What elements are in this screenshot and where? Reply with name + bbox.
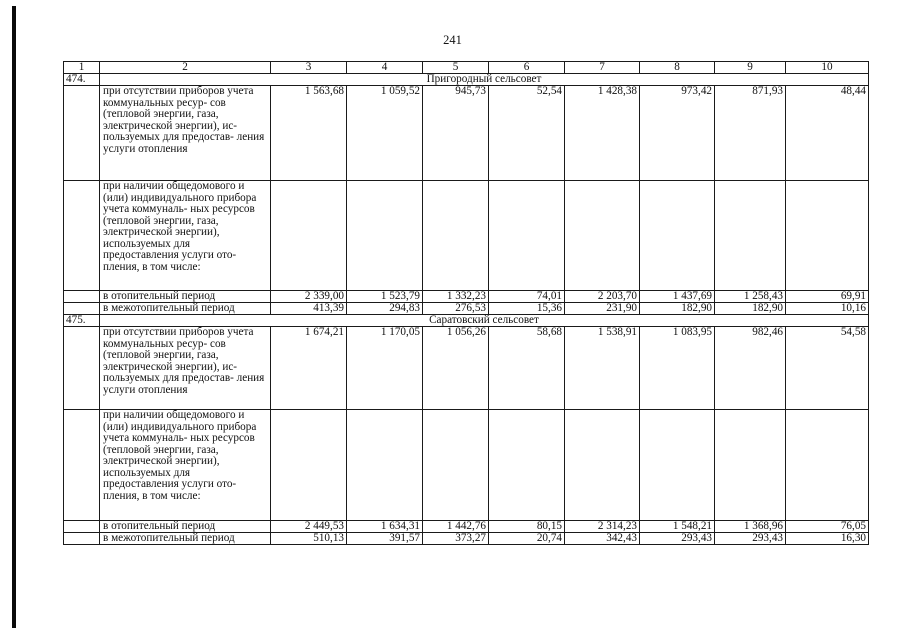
value-cell: 80,15 xyxy=(489,521,565,533)
column-header: 10 xyxy=(786,62,869,74)
column-header: 4 xyxy=(347,62,423,74)
value-cell: 982,46 xyxy=(715,327,786,410)
value-cell: 69,91 xyxy=(786,291,869,303)
value-cell xyxy=(423,410,489,521)
table-row xyxy=(64,181,869,291)
section-title: Пригородный сельсовет xyxy=(100,74,869,86)
section-index: 475. xyxy=(64,315,100,327)
column-header: 9 xyxy=(715,62,786,74)
value-cell: 10,16 xyxy=(786,303,869,315)
value-cell xyxy=(423,181,489,291)
binding-edge xyxy=(12,6,16,628)
page-number: 241 xyxy=(443,33,462,47)
value-cell: 182,90 xyxy=(640,303,715,315)
table-row xyxy=(64,410,869,521)
section-index: 474. xyxy=(64,74,100,86)
value-cell: 1 442,76 xyxy=(423,521,489,533)
row-description: при отсутствии приборов учета коммунальных ресур- сов (тепловой энергии, газа, электрической энергии), ис- пользуемых для предостав- ления услуги отопления xyxy=(100,327,271,410)
value-cell xyxy=(715,181,786,291)
table-row xyxy=(64,533,869,545)
row-description: при отсутствии приборов учета коммунальных ресур- сов (тепловой энергии, газа, электрической энергии), ис- пользуемых для предостав- ления услуги отопления xyxy=(100,86,271,181)
column-header: 5 xyxy=(423,62,489,74)
value-cell xyxy=(347,410,423,521)
row-description: в межотопительный период xyxy=(100,303,271,315)
row-description: при наличии общедомового и (или) индивидуального прибора учета коммуналь- ных ресурсов (тепловой энергии, газа, электрической энергии), используемых для предоставления услуги ото- пления, в том числе: xyxy=(100,181,271,291)
row-description: при наличии общедомового и (или) индивидуального прибора учета коммуналь- ных ресурсов (тепловой энергии, газа, электрической энергии), используемых для предоставления услуги ото- пления, в том числе: xyxy=(100,410,271,521)
value-cell: 2 449,53 xyxy=(271,521,347,533)
section-header-row xyxy=(64,74,869,86)
table-row xyxy=(64,303,869,315)
table-row xyxy=(64,86,869,181)
column-header: 7 xyxy=(565,62,640,74)
value-cell: 973,42 xyxy=(640,86,715,181)
value-cell xyxy=(489,410,565,521)
value-cell: 1 674,21 xyxy=(271,327,347,410)
row-description: в отопительный период xyxy=(100,291,271,303)
value-cell: 1 437,69 xyxy=(640,291,715,303)
value-cell: 373,27 xyxy=(423,533,489,545)
value-cell: 1 538,91 xyxy=(565,327,640,410)
value-cell: 15,36 xyxy=(489,303,565,315)
value-cell: 293,43 xyxy=(640,533,715,545)
value-cell: 1 332,23 xyxy=(423,291,489,303)
value-cell: 54,58 xyxy=(786,327,869,410)
value-cell xyxy=(565,181,640,291)
value-cell xyxy=(640,410,715,521)
value-cell xyxy=(565,410,640,521)
column-header: 1 xyxy=(64,62,100,74)
table-row xyxy=(64,327,869,410)
row-description: в отопительный период xyxy=(100,521,271,533)
value-cell xyxy=(271,181,347,291)
value-cell: 76,05 xyxy=(786,521,869,533)
value-cell xyxy=(640,181,715,291)
value-cell: 1 428,38 xyxy=(565,86,640,181)
value-cell: 74,01 xyxy=(489,291,565,303)
table-row xyxy=(64,521,869,533)
value-cell: 510,13 xyxy=(271,533,347,545)
column-header: 6 xyxy=(489,62,565,74)
value-cell: 1 083,95 xyxy=(640,327,715,410)
value-cell: 2 339,00 xyxy=(271,291,347,303)
value-cell: 58,68 xyxy=(489,327,565,410)
value-cell xyxy=(489,181,565,291)
value-cell: 20,74 xyxy=(489,533,565,545)
value-cell: 231,90 xyxy=(565,303,640,315)
value-cell: 294,83 xyxy=(347,303,423,315)
value-cell xyxy=(271,410,347,521)
value-cell: 342,43 xyxy=(565,533,640,545)
value-cell: 1 548,21 xyxy=(640,521,715,533)
value-cell xyxy=(715,410,786,521)
section-header-row xyxy=(64,315,869,327)
value-cell: 2 314,23 xyxy=(565,521,640,533)
value-cell: 1 258,43 xyxy=(715,291,786,303)
value-cell: 1 368,96 xyxy=(715,521,786,533)
value-cell: 1 059,52 xyxy=(347,86,423,181)
table-row xyxy=(64,291,869,303)
section-title: Саратовский сельсовет xyxy=(100,315,869,327)
value-cell: 1 056,26 xyxy=(423,327,489,410)
column-header: 8 xyxy=(640,62,715,74)
value-cell: 52,54 xyxy=(489,86,565,181)
value-cell: 1 563,68 xyxy=(271,86,347,181)
value-cell: 293,43 xyxy=(715,533,786,545)
value-cell: 1 634,31 xyxy=(347,521,423,533)
value-cell xyxy=(786,410,869,521)
value-cell: 16,30 xyxy=(786,533,869,545)
value-cell: 1 170,05 xyxy=(347,327,423,410)
tariff-table xyxy=(63,61,869,545)
value-cell: 871,93 xyxy=(715,86,786,181)
value-cell: 391,57 xyxy=(347,533,423,545)
column-header: 2 xyxy=(100,62,271,74)
value-cell: 945,73 xyxy=(423,86,489,181)
value-cell: 48,44 xyxy=(786,86,869,181)
column-header: 3 xyxy=(271,62,347,74)
value-cell: 276,53 xyxy=(423,303,489,315)
value-cell: 182,90 xyxy=(715,303,786,315)
value-cell: 2 203,70 xyxy=(565,291,640,303)
row-description: в межотопительный период xyxy=(100,533,271,545)
column-header-row xyxy=(64,62,869,74)
value-cell xyxy=(786,181,869,291)
value-cell xyxy=(347,181,423,291)
value-cell: 413,39 xyxy=(271,303,347,315)
value-cell: 1 523,79 xyxy=(347,291,423,303)
